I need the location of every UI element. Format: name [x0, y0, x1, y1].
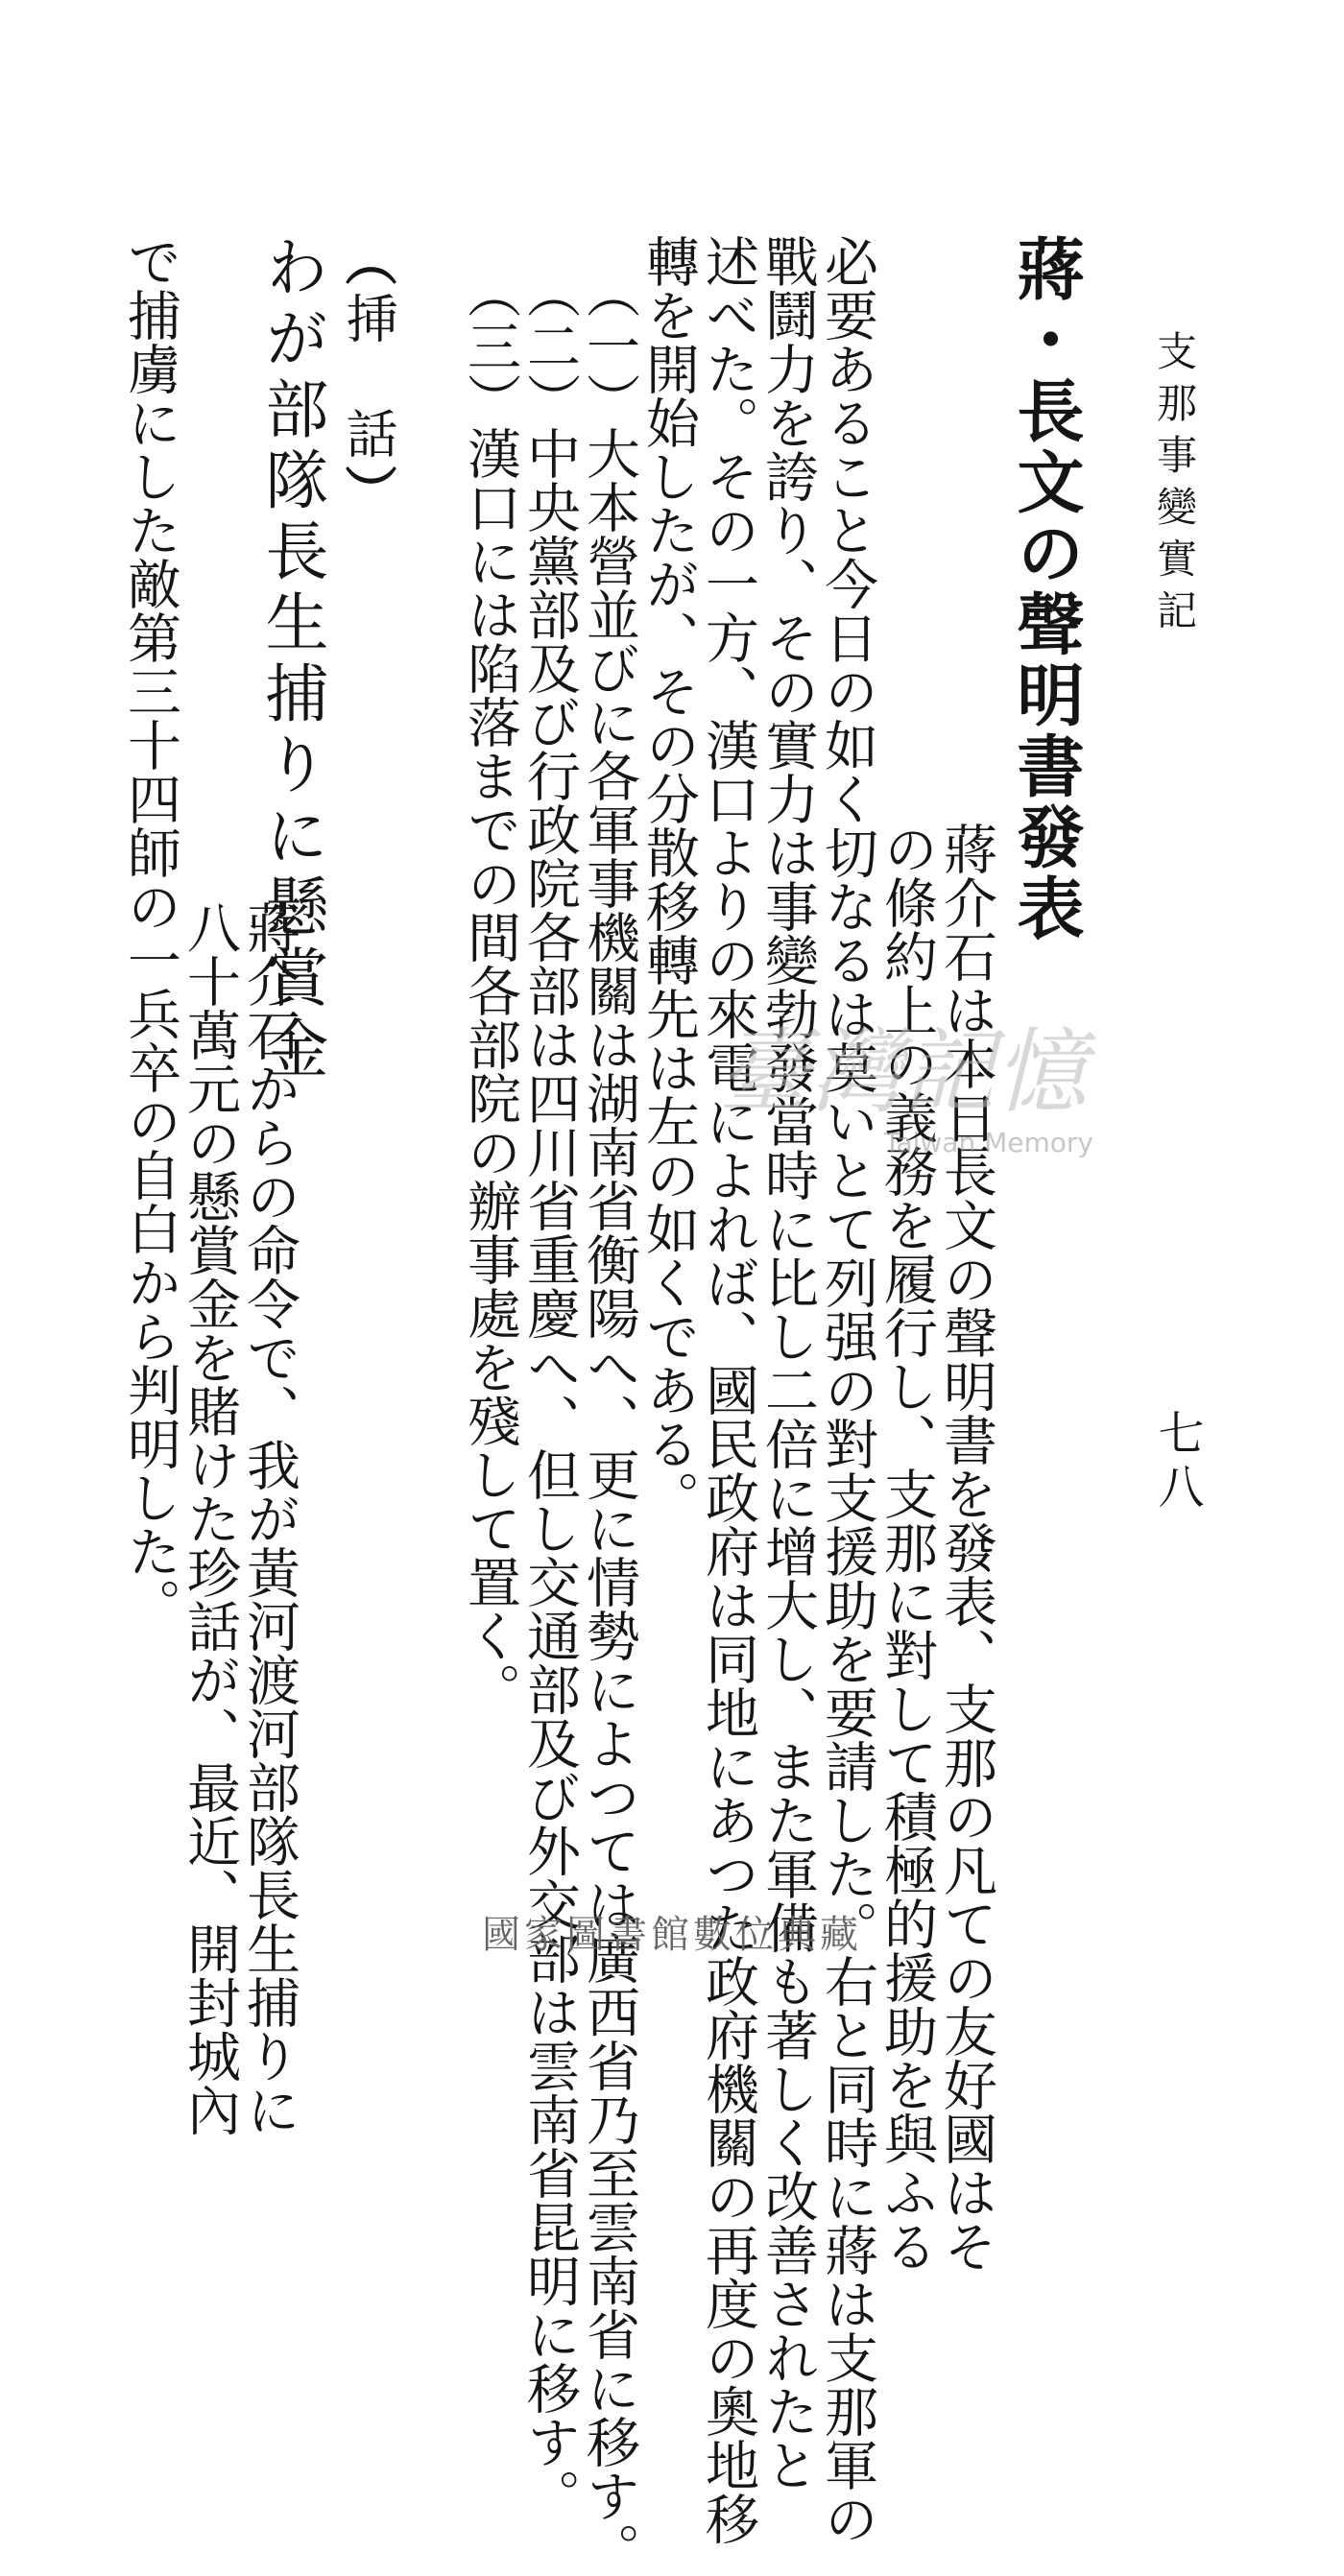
- watermark-text: 臺灣記憶: [718, 1018, 1087, 1126]
- main-heading: 蔣・長文の聲明書發表: [1006, 234, 1086, 944]
- main-body-line: 必要あること今日の如く切なるは莫いとて列强の對支援助を要請した。右と同時に蔣は支那軍の: [816, 234, 878, 2545]
- main-body-line: 戰鬪力を誇り、その實力は事變勃發當時に比し二倍に增大し、また軍備も著しく改善されたと: [756, 234, 819, 2492]
- main-list-item: （一）大本營並びに各軍事機關は湖南省衡陽へ、更に情勢によつては廣西省乃至雲南省に移す。: [578, 265, 640, 2576]
- watermark-subtext: Taiwan Memory: [884, 1127, 1093, 1158]
- insert-body-line: で捕虜にした敵第三十四師の一兵卒の自白から判明した。: [119, 234, 181, 1632]
- main-body-line: の條約上の義務を履行し、支那に對して積極的援助を與ふる: [876, 822, 938, 2273]
- insert-heading: わが部隊長生捕りに懸賞金: [254, 234, 328, 1086]
- taiwan-memory-watermark: [662, 1008, 1142, 1161]
- library-footer: 國家圖書館數位典藏: [482, 1913, 862, 1957]
- insert-tag: [337, 234, 398, 522]
- main-body-line: 轉を開始したが、その分散移轉先は左の如くである。: [637, 234, 700, 1524]
- main-body-line: 述べた。その一方、漢口よりの來電によれば、國民政府は同地にあつた政府機關の再度の奧地移: [697, 234, 759, 2545]
- close-bracket: ）: [337, 465, 398, 522]
- main-list-item: （二）中央黨部及び行政院各部は四川省重慶へ、但し交通部及び外交部は雲南省昆明に移す。: [518, 265, 581, 2522]
- page-number: 七八: [1150, 1409, 1204, 1516]
- insert-body-line: 八十萬元の懸賞金を賭けた珍話が、最近、開封城內: [179, 900, 241, 2136]
- open-bracket: （: [337, 234, 398, 292]
- running-head: 支那事變實記: [1151, 330, 1198, 641]
- main-body-line: 蔣介石は本日長文の聲明書を發表、支那の凡ての友好國はそ: [935, 822, 997, 2273]
- insert-body-line: 蔣介石からの命令で、我が黃河渡河部隊長生捕りに: [238, 900, 300, 2136]
- main-list-item: （三）漢口には陷落までの間各部院の辦事處を殘して置く。: [459, 265, 521, 1716]
- insert-tag-label: 挿 話: [338, 292, 398, 465]
